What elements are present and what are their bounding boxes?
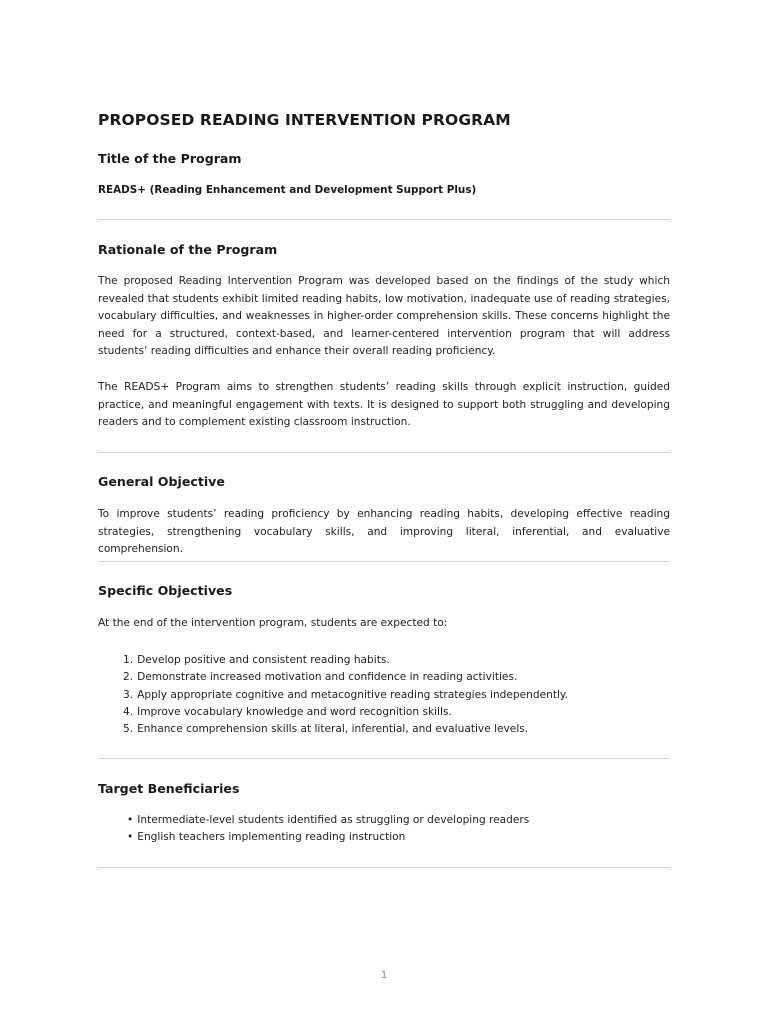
list-item: • English teachers implementing reading instruction — [127, 831, 406, 844]
rationale-paragraph-1: The proposed Reading Intervention Program was developed based on the findings of the study which revealed that students exhibit limited reading habits, low motivation, inadequate use of reading strategies, vocabulary difficulties, and weaknesses in higher-order comprehension skills. These concerns highlight the need for a structured, context-based, and learner-centered intervention program that will address students’ reading difficulties and enhance their overall reading proficiency. — [98, 275, 670, 357]
target-beneficiaries-list — [127, 812, 529, 847]
rationale-paragraph-2: The READS+ Program aims to strengthen students’ reading skills through explicit instruction, guided practice, and meaningful engagement with texts. It is designed to support both struggling and developing readers and to complement existing classroom instruction. — [98, 381, 670, 428]
section-divider — [98, 452, 670, 453]
section-divider — [98, 867, 670, 868]
specific-objectives-heading: Specific Objectives — [98, 583, 233, 598]
general-objective-heading: General Objective — [98, 474, 225, 489]
general-objective-text: To improve students’ reading proficiency by enhancing reading habits, developing effective reading strategies, strengthening vocabulary skills, and improving literal, inferential, and evaluative comprehension. — [98, 508, 670, 555]
list-item: 5. Enhance comprehension skills at literal, inferential, and evaluative levels. — [123, 723, 529, 736]
specific-objectives-intro: At the end of the intervention program, students are expected to: — [98, 617, 448, 629]
target-beneficiaries-heading: Target Beneficiaries — [98, 781, 240, 796]
section-divider — [98, 561, 670, 562]
document-title: PROPOSED READING INTERVENTION PROGRAM — [98, 111, 511, 129]
page-number: 1 — [380, 970, 388, 981]
list-item: • Intermediate-level students identified as struggling or developing readers — [127, 814, 530, 826]
section-divider — [98, 758, 670, 759]
rationale-heading: Rationale of the Program — [98, 242, 278, 257]
list-item: 4. Improve vocabulary knowledge and word recognition skills. — [123, 705, 452, 718]
list-item: 1. Develop positive and consistent reading habits. — [123, 654, 390, 666]
program-title-heading: Title of the Program — [98, 151, 242, 166]
list-item: 2. Demonstrate increased motivation and confidence in reading activities. — [123, 671, 518, 684]
program-name: READS+ (Reading Enhancement and Development Support Plus) — [98, 184, 477, 196]
specific-objectives-list — [123, 652, 568, 738]
section-divider — [98, 219, 670, 220]
list-item: 3. Apply appropriate cognitive and metacognitive reading strategies independently. — [123, 688, 569, 701]
